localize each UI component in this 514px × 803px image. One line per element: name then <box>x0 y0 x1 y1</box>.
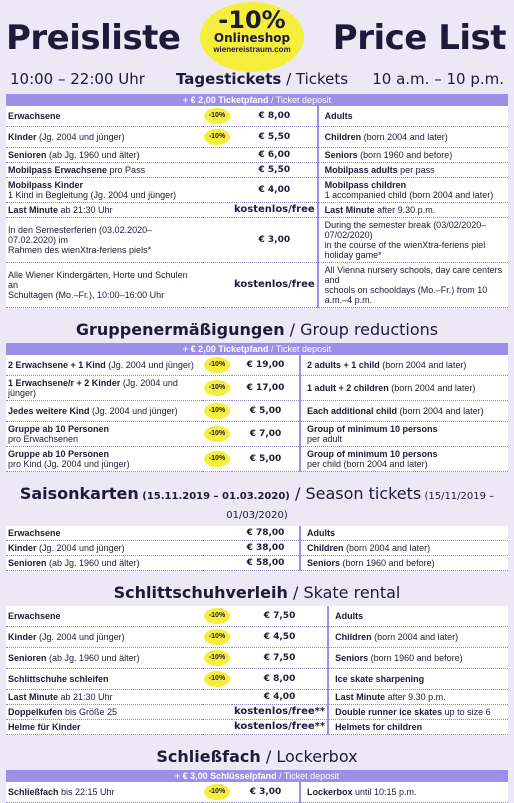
row-label-en <box>328 627 508 648</box>
price: € 7,50 <box>232 606 328 627</box>
row-label-de-bold: Last Minute <box>8 205 59 215</box>
discount-cell <box>202 127 232 148</box>
row-label-de-rest: (Jg. 2004 und jünger) <box>36 632 125 642</box>
locker-title-bold: Schließfach <box>156 747 261 766</box>
row-label-de <box>6 401 202 422</box>
row-label-de-bold: Mobilpass Kinder <box>8 180 84 190</box>
skates-table <box>6 606 508 735</box>
table-row <box>6 106 508 127</box>
row-label-en <box>300 422 508 447</box>
discount-cell <box>202 218 232 263</box>
discount-dot: -10% <box>204 629 230 645</box>
row-label-de-rest: ab 21:30 Uhr <box>58 205 113 215</box>
row-label-de <box>6 669 202 690</box>
price: € 8,00 <box>232 669 328 690</box>
price: € 7,50 <box>232 648 328 669</box>
table-row <box>6 263 508 308</box>
row-label-de <box>6 447 202 472</box>
row-label-de-rest: (ab Jg. 1960 und älter) <box>46 558 140 568</box>
row-label-de <box>6 782 202 803</box>
row-label-de <box>6 690 202 705</box>
row-label-en-line2: per adult <box>307 434 343 444</box>
row-label-de <box>6 163 202 178</box>
skates-title-rest: / Skate rental <box>287 583 401 602</box>
discount-cell <box>202 627 232 648</box>
table-row <box>6 218 508 263</box>
row-label-en <box>318 203 508 218</box>
row-label-en-bold: Mobilpass children <box>324 180 407 190</box>
skates-title-bold: Schlittschuhverleih <box>113 583 288 602</box>
row-label-de-rest: ab 21:30 Uhr <box>58 692 113 702</box>
table-row <box>6 447 508 472</box>
season-dates-en: (15/11/2019 – 01/03/2020) <box>226 491 495 521</box>
discount-dot: -10% <box>204 426 230 442</box>
row-label-en-rest: (born 2004 and later) <box>388 383 476 393</box>
discount-dot: -10% <box>204 671 230 687</box>
row-label-de-rest: (ab Jg. 1960 und älter) <box>46 150 140 160</box>
row-label-en <box>318 178 508 203</box>
row-label-de-line2: pro Kind (Jg. 2004 und jünger) <box>8 459 130 469</box>
row-label-en-line2: per child (born 2004 and later) <box>307 459 428 469</box>
row-label-de-bold: Helme für Kinder <box>8 722 81 732</box>
table-row <box>6 690 508 705</box>
row-label-de <box>6 203 202 218</box>
table-row <box>6 606 508 627</box>
row-label-en-bold: Last Minute <box>324 205 375 215</box>
locker-title-rest: / Lockerbox <box>260 747 358 766</box>
table-row <box>6 355 508 376</box>
row-label-de-bold: Schlittschuhe schleifen <box>8 674 109 684</box>
row-label-de-bold: Erwachsene <box>8 111 61 121</box>
table-row <box>6 669 508 690</box>
locker-deposit-rest: / Ticket deposit <box>276 771 340 781</box>
row-label-en-bold: Last Minute <box>335 692 386 702</box>
price: kostenlos/free** <box>232 705 328 720</box>
table-row <box>6 376 508 401</box>
table-row <box>6 401 508 422</box>
discount-dot: -10% <box>204 451 230 467</box>
groups-title-bold: Gruppenermäßigungen <box>75 320 285 339</box>
row-label-de-rest: bis Größe 25 <box>62 707 118 717</box>
discount-dot: -10% <box>204 608 230 624</box>
row-label-en-bold: Children <box>307 543 344 553</box>
row-label-en-bold: Group of minimum 10 persons <box>307 449 438 459</box>
row-label-en <box>318 263 508 308</box>
discount-cell <box>202 263 232 308</box>
row-label-de-bold: Gruppe ab 10 Personen <box>8 424 110 434</box>
row-label-en-bold: Double runner ice skates <box>335 707 443 717</box>
day-deposit-bold: + € 2,00 Ticketpfand <box>182 95 269 105</box>
row-label-en-bold: 1 adult + 2 children <box>307 383 389 393</box>
row-label-de-bold: Erwachsene <box>8 528 61 538</box>
table-row <box>6 127 508 148</box>
row-label-de-rest: pro Pass <box>107 165 146 175</box>
row-label-en-rest: (born 2004 and later) <box>343 543 431 553</box>
table-row <box>6 556 508 571</box>
groups-title-rest: / Group reductions <box>284 320 439 339</box>
groups-deposit-rest: / Ticket deposit <box>268 344 332 354</box>
row-label-en <box>328 690 508 705</box>
price: € 3,00 <box>232 218 318 263</box>
season-dates-de: (15.11.2019 – 01.03.2020) <box>138 491 290 502</box>
row-label-de-rest: (Jg. 2004 und jünger) <box>36 543 125 553</box>
discount-badge <box>200 2 304 72</box>
row-label-de <box>6 526 202 541</box>
price: € 5,50 <box>232 127 318 148</box>
price: € 5,00 <box>232 401 300 422</box>
hours-row <box>0 64 514 94</box>
price: € 8,00 <box>232 106 318 127</box>
row-label-en <box>318 127 508 148</box>
row-label-en <box>300 376 508 401</box>
row-label-en-bold: Seniors <box>307 558 341 568</box>
discount-cell <box>202 705 232 720</box>
header <box>0 0 514 64</box>
row-label-de-bold: Senioren <box>8 653 47 663</box>
locker-table <box>6 782 508 803</box>
row-label-de <box>6 106 202 127</box>
price: € 4,00 <box>232 690 328 705</box>
discount-dot: -10% <box>204 403 230 419</box>
row-label-en-rest: up to size 6 <box>442 707 491 717</box>
row-label-de-line2: Rahmen des wienXtra-feriens piels* <box>8 245 152 255</box>
skates-title <box>0 577 514 606</box>
row-label-en <box>328 606 508 627</box>
price: kostenlos/free <box>232 203 318 218</box>
price: kostenlos/free** <box>232 720 328 735</box>
row-label-de <box>6 148 202 163</box>
row-label-en-rest: per pass <box>397 165 435 175</box>
discount-cell <box>202 720 232 735</box>
row-label-de-bold: Doppelkufen <box>8 707 63 717</box>
table-row <box>6 541 508 556</box>
discount-cell <box>202 376 232 401</box>
groups-deposit-bold: + € 2,00 Ticketpfand <box>182 344 269 354</box>
discount-dot: -10% <box>204 357 230 373</box>
row-label-en <box>300 447 508 472</box>
row-label-de <box>6 556 202 571</box>
discount-dot: -10% <box>204 784 230 800</box>
row-label-de-rest: (Jg. 2004 und jünger) <box>8 378 178 398</box>
row-label-en <box>300 526 508 541</box>
groups-title <box>0 314 514 343</box>
day-tickets-rest: / Tickets <box>281 70 349 88</box>
table-row <box>6 526 508 541</box>
row-label-de <box>6 648 202 669</box>
row-label-en-bold: Helmets for children <box>335 722 423 732</box>
row-label-en <box>328 669 508 690</box>
row-label-de <box>6 178 202 203</box>
table-row <box>6 705 508 720</box>
season-table <box>6 526 508 571</box>
price: € 4,00 <box>232 178 318 203</box>
table-row <box>6 627 508 648</box>
row-label-de-bold: 2 Erwachsene + 1 Kind <box>8 360 106 370</box>
row-label-de-rest: (ab Jg. 1960 und älter) <box>46 653 140 663</box>
price: € 58,00 <box>232 556 300 571</box>
discount-cell <box>202 401 232 422</box>
discount-cell <box>202 782 232 803</box>
price: € 7,00 <box>232 422 300 447</box>
row-label-en-rest: (born 2004 and later) <box>361 132 448 142</box>
day-deposit-bar <box>6 94 508 106</box>
row-label-en-bold: Lockerbox <box>307 787 353 797</box>
day-tickets-bold: Tagestickets <box>176 70 282 88</box>
season-title-rest: / Season tickets <box>289 484 422 503</box>
table-row <box>6 203 508 218</box>
discount-dot: -10% <box>204 650 230 666</box>
row-label-de-rest: (Jg. 2004 und jünger) <box>105 360 194 370</box>
row-label-en <box>328 648 508 669</box>
row-label-en-bold: Seniors <box>324 150 358 160</box>
row-label-de-bold: Last Minute <box>8 692 59 702</box>
discount-cell <box>202 541 232 556</box>
badge-percent: -10% <box>218 6 286 34</box>
discount-dot: -10% <box>204 108 230 124</box>
row-label-en-bold: Children <box>324 132 362 142</box>
price: € 19,00 <box>232 355 300 376</box>
row-label-en-rest: (born 1960 and before) <box>368 653 463 663</box>
row-label-de-bold: Kinder <box>8 543 37 553</box>
price: € 6,00 <box>232 148 318 163</box>
row-label-de <box>6 218 202 263</box>
row-label-en-rest: (born 2004 and later) <box>379 360 467 370</box>
page-title-de: Preisliste <box>6 18 181 58</box>
discount-cell <box>202 447 232 472</box>
day-tickets-table <box>6 106 508 308</box>
price: € 3,00 <box>232 782 300 803</box>
row-label-en-bold: Mobilpass adults <box>324 165 398 175</box>
row-label-de-line2: 1 Kind in Begleitung (Jg. 2004 und jünger) <box>8 190 177 200</box>
row-label-en <box>318 106 508 127</box>
row-label-de-bold: Jedes weitere Kind <box>8 406 90 416</box>
table-row <box>6 720 508 735</box>
price: € 17,00 <box>232 376 300 401</box>
discount-cell <box>202 106 232 127</box>
badge-url: wienereistraum.com <box>213 45 291 54</box>
row-label-de <box>6 355 202 376</box>
discount-cell <box>202 355 232 376</box>
row-label-de-bold: Senioren <box>8 558 47 568</box>
row-label-de-bold: Senioren <box>8 150 47 160</box>
row-label-en-rest: (born 2004 and later) <box>371 632 459 642</box>
hours-en: 10 a.m. – 10 p.m. <box>372 70 504 88</box>
row-label-de-rest: bis 22:15 Uhr <box>58 787 115 797</box>
row-label-de-bold: Schließfach <box>8 787 59 797</box>
discount-cell <box>202 556 232 571</box>
row-label-de <box>6 541 202 556</box>
row-label-de <box>6 720 202 735</box>
row-label-en-rest: (born 1960 and before) <box>357 150 453 160</box>
row-label-de <box>6 263 202 308</box>
discount-cell <box>202 648 232 669</box>
row-label-en-bold: Each additional child <box>307 406 398 416</box>
row-label-en-line2: schools on schooldays (Mo.–Fr.) from 10 a.m.–4 p.m. <box>324 285 488 305</box>
badge-shop: Onlineshop <box>213 31 291 45</box>
row-label-en-bold: Adults <box>324 111 353 121</box>
price: € 38,00 <box>232 541 300 556</box>
row-label-en-bold: Adults <box>335 611 364 621</box>
table-row <box>6 648 508 669</box>
row-label-de-bold: Erwachsene <box>8 611 61 621</box>
discount-cell <box>202 422 232 447</box>
row-label-en-rest: (born 1960 and before) <box>340 558 435 568</box>
groups-table <box>6 355 508 472</box>
row-label-en-line2: in the course of the wienXtra-feriens piel holiday game* <box>324 240 486 260</box>
locker-deposit-bar <box>6 770 508 782</box>
row-label-en-line2: 1 accompanied child (born 2004 and later) <box>324 190 494 200</box>
row-label-en <box>318 163 508 178</box>
discount-dot: -10% <box>204 129 230 145</box>
row-label-en-rest: after 9.30 p.m. <box>374 205 436 215</box>
price: € 78,00 <box>232 526 300 541</box>
groups-deposit-bar <box>6 343 508 355</box>
row-label-de-line2: pro Erwachsenen <box>8 434 79 444</box>
row-label-en <box>300 556 508 571</box>
row-label-de-bold: Gruppe ab 10 Personen <box>8 449 110 459</box>
row-label-en-bold: Seniors <box>335 653 369 663</box>
row-label-en <box>300 782 508 803</box>
row-label-de-rest: In den Semesterferien (03.02.2020–07.02.2020) im <box>8 225 153 245</box>
row-label-en <box>300 541 508 556</box>
discount-cell <box>202 148 232 163</box>
hours-de: 10:00 – 22:00 Uhr <box>10 70 145 88</box>
table-row <box>6 178 508 203</box>
row-label-en <box>328 705 508 720</box>
row-label-de-rest: Alle Wiener Kindergärten, Horte und Schulen an <box>8 270 188 290</box>
locker-deposit-bold: + € 3,00 Schlüsselpfand <box>174 771 277 781</box>
row-label-en <box>300 401 508 422</box>
price: € 5,50 <box>232 163 318 178</box>
row-label-en <box>318 218 508 263</box>
row-label-en-rest: until 10:15 p.m. <box>352 787 417 797</box>
discount-cell <box>202 606 232 627</box>
season-title <box>0 478 514 526</box>
row-label-de <box>6 127 202 148</box>
day-tickets-heading <box>176 70 348 88</box>
row-label-de-rest: (Jg. 2004 und jünger) <box>89 406 178 416</box>
discount-cell <box>202 690 232 705</box>
row-label-de <box>6 376 202 401</box>
row-label-en-bold: Children <box>335 632 372 642</box>
discount-dot: -10% <box>204 380 230 396</box>
discount-cell <box>202 669 232 690</box>
row-label-de <box>6 705 202 720</box>
row-label-de <box>6 627 202 648</box>
discount-cell <box>202 203 232 218</box>
row-label-de-bold: Kinder <box>8 632 37 642</box>
page-title-en: Price List <box>332 18 506 58</box>
table-row <box>6 782 508 803</box>
row-label-en-bold: Group of minimum 10 persons <box>307 424 438 434</box>
discount-cell <box>202 163 232 178</box>
row-label-de-bold: Mobilpass Erwachsene <box>8 165 108 175</box>
table-row <box>6 422 508 447</box>
row-label-en-bold: 2 adults + 1 child <box>307 360 380 370</box>
discount-cell <box>202 526 232 541</box>
row-label-de-line2: Schultagen (Mo.–Fr.), 10:00–16:00 Uhr <box>8 290 165 300</box>
row-label-de-bold: Kinder <box>8 132 37 142</box>
price: € 5,00 <box>232 447 300 472</box>
row-label-en-bold: Adults <box>307 528 335 538</box>
row-label-en <box>300 355 508 376</box>
row-label-en-rest: During the semester break (03/02/2020–07/02/2020) <box>324 220 487 240</box>
row-label-en <box>328 720 508 735</box>
row-label-en-rest: (born 2004 and later) <box>397 406 484 416</box>
locker-title <box>0 741 514 770</box>
discount-cell <box>202 178 232 203</box>
season-title-bold: Saisonkarten <box>19 484 139 503</box>
row-label-de-rest: (Jg. 2004 und jünger) <box>36 132 125 142</box>
day-deposit-rest: / Ticket deposit <box>268 95 332 105</box>
row-label-en-bold: Ice skate sharpening <box>335 674 425 684</box>
row-label-de <box>6 606 202 627</box>
price: kostenlos/free <box>232 263 318 308</box>
row-label-en-rest: All Vienna nursery schools, day care centers and <box>324 265 503 285</box>
row-label-de <box>6 422 202 447</box>
row-label-en-rest: after 9.30 p.m. <box>385 692 446 702</box>
table-row <box>6 163 508 178</box>
row-label-de-bold: 1 Erwachsene/r + 2 Kinder <box>8 378 121 388</box>
row-label-en <box>318 148 508 163</box>
price: € 4,50 <box>232 627 328 648</box>
table-row <box>6 148 508 163</box>
